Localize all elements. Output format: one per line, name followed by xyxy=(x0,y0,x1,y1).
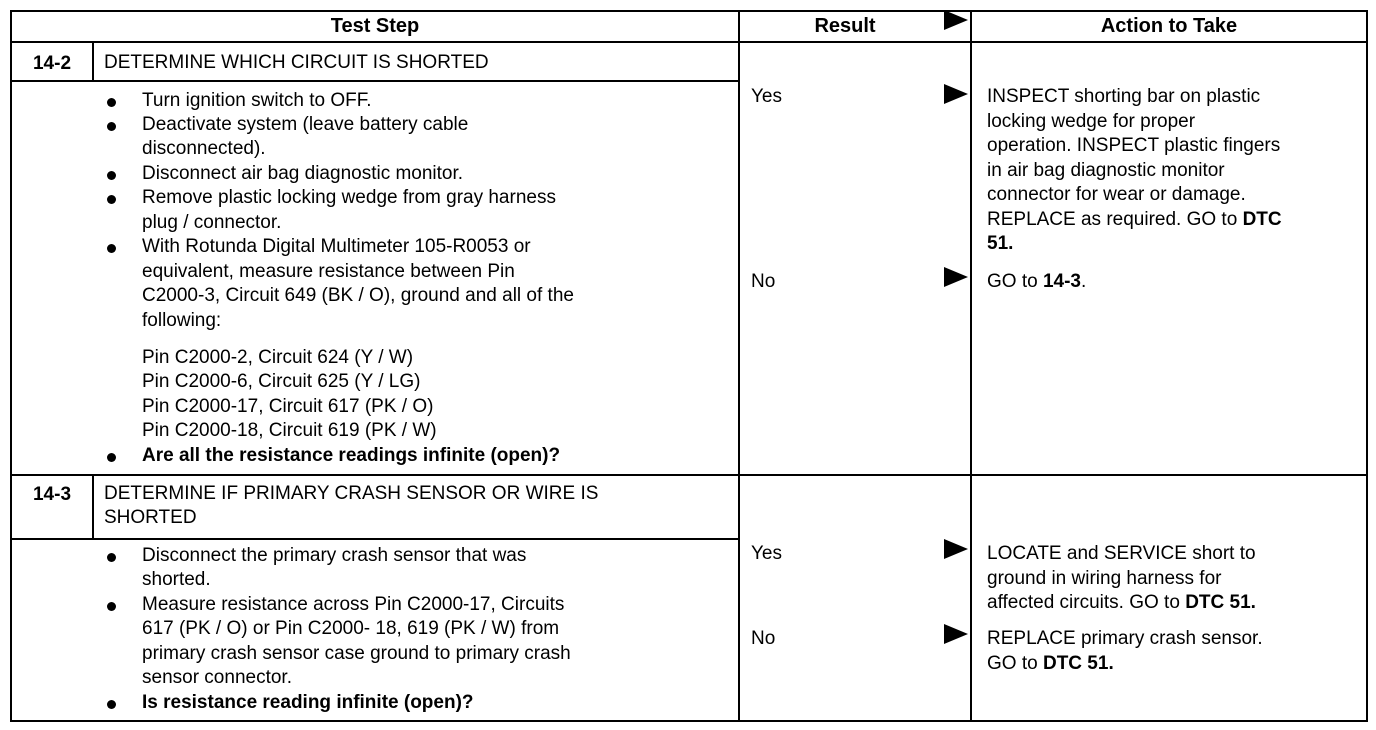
step-instruction: disconnected). xyxy=(142,138,266,159)
step-14-2-number-divider xyxy=(92,41,94,82)
action-text xyxy=(987,270,1086,295)
action-text: locking wedge for proper xyxy=(987,111,1196,132)
pin-line: Pin C2000-6, Circuit 625 (Y / LG) xyxy=(142,371,421,392)
pin-line: Pin C2000-2, Circuit 624 (Y / W) xyxy=(142,347,414,368)
dtc-reference: DTC xyxy=(1242,209,1282,230)
pin-line: Pin C2000-18, Circuit 619 (PK / W) xyxy=(142,420,437,441)
bullet-icon xyxy=(107,195,116,204)
dtc-reference: DTC 51 xyxy=(1042,653,1109,674)
step-reference: 14-3 xyxy=(1042,271,1081,292)
action-text: connector for wear or damage. xyxy=(987,184,1246,205)
action-text-part: . xyxy=(1250,592,1256,613)
step-instruction: shorted. xyxy=(142,569,211,590)
result-no: No xyxy=(751,628,776,649)
step-title: SHORTED xyxy=(104,507,197,528)
action-text-part: GO to xyxy=(987,653,1043,674)
step-number: 14-3 xyxy=(32,484,72,505)
step-14-2-title-divider xyxy=(10,80,738,82)
table-right-border xyxy=(1366,10,1368,722)
step-number: 14-2 xyxy=(32,53,72,74)
step-title: DETERMINE IF PRIMARY CRASH SENSOR OR WIRE IS xyxy=(104,483,599,504)
action-text xyxy=(987,652,1114,677)
action-text-part: GO to xyxy=(987,271,1043,292)
row-divider xyxy=(10,474,1368,476)
column-divider-teststep xyxy=(738,10,740,722)
step-instruction: sensor connector. xyxy=(142,667,292,688)
header-test-step: Test Step xyxy=(330,15,420,37)
step-instruction: Disconnect the primary crash sensor that was xyxy=(142,545,527,566)
step-instruction: C2000-3, Circuit 649 (BK / O), ground and all of the xyxy=(142,285,574,306)
action-text: LOCATE and SERVICE short to xyxy=(987,543,1256,564)
step-instruction: plug / connector. xyxy=(142,212,282,233)
header-divider xyxy=(10,41,1368,43)
action-text-part: affected circuits. GO to xyxy=(987,592,1186,613)
action-text: operation. INSPECT plastic fingers xyxy=(987,135,1281,156)
action-text-part: . xyxy=(1108,653,1114,674)
bullet-icon xyxy=(107,553,116,562)
step-instruction: Measure resistance across Pin C2000-17, Circuits xyxy=(142,594,565,615)
bullet-icon xyxy=(107,700,116,709)
step-instruction: Turn ignition switch to OFF. xyxy=(142,90,372,111)
result-no: No xyxy=(751,271,776,292)
bullet-icon xyxy=(107,602,116,611)
bullet-icon xyxy=(107,244,116,253)
action-text-part: REPLACE as required. GO to xyxy=(987,209,1243,230)
step-title: DETERMINE WHICH CIRCUIT IS SHORTED xyxy=(104,52,489,73)
step-instruction: Deactivate system (leave battery cable xyxy=(142,114,469,135)
bullet-icon xyxy=(107,453,116,462)
action-text xyxy=(987,591,1256,616)
step-14-3-title-divider xyxy=(10,538,738,540)
header-action: Action to Take xyxy=(1100,15,1238,37)
result-yes: Yes xyxy=(751,86,782,107)
bullet-icon xyxy=(107,171,116,180)
step-instruction: Remove plastic locking wedge from gray harness xyxy=(142,187,556,208)
action-text: INSPECT shorting bar on plastic xyxy=(987,86,1261,107)
step-instruction: Disconnect air bag diagnostic monitor. xyxy=(142,163,464,184)
arrow-right-icon xyxy=(944,539,968,559)
step-question: Are all the resistance readings infinite (open)? xyxy=(142,445,561,466)
arrow-right-icon xyxy=(944,84,968,104)
bullet-icon xyxy=(107,98,116,107)
bullet-icon xyxy=(107,122,116,131)
pin-line: Pin C2000-17, Circuit 617 (PK / O) xyxy=(142,396,434,417)
arrow-right-icon xyxy=(944,267,968,287)
table-bottom-border xyxy=(10,720,1368,722)
action-text-part: . xyxy=(1081,271,1087,292)
action-text: in air bag diagnostic monitor xyxy=(987,160,1225,181)
result-yes: Yes xyxy=(751,543,782,564)
step-14-3-number-divider xyxy=(92,474,94,540)
dtc-reference: DTC 51 xyxy=(1185,592,1251,613)
table-left-border xyxy=(10,10,12,722)
header-result: Result xyxy=(814,15,876,37)
arrow-right-icon xyxy=(944,624,968,644)
step-instruction: primary crash sensor case ground to primary crash xyxy=(142,643,571,664)
column-divider-result xyxy=(970,10,972,722)
step-instruction: With Rotunda Digital Multimeter 105-R0053 or xyxy=(142,236,531,257)
step-instruction: following: xyxy=(142,310,222,331)
action-text: REPLACE primary crash sensor. xyxy=(987,628,1263,649)
action-text: ground in wiring harness for xyxy=(987,568,1222,589)
step-instruction: equivalent, measure resistance between Pin xyxy=(142,261,515,282)
step-question: Is resistance reading infinite (open)? xyxy=(142,692,474,713)
table-top-border xyxy=(10,10,1368,12)
action-text xyxy=(987,208,1282,233)
step-instruction: 617 (PK / O) or Pin C2000- 18, 619 (PK / W) from xyxy=(142,618,560,639)
dtc-reference: 51. xyxy=(987,233,1014,254)
header-arrow-icon xyxy=(944,10,968,30)
